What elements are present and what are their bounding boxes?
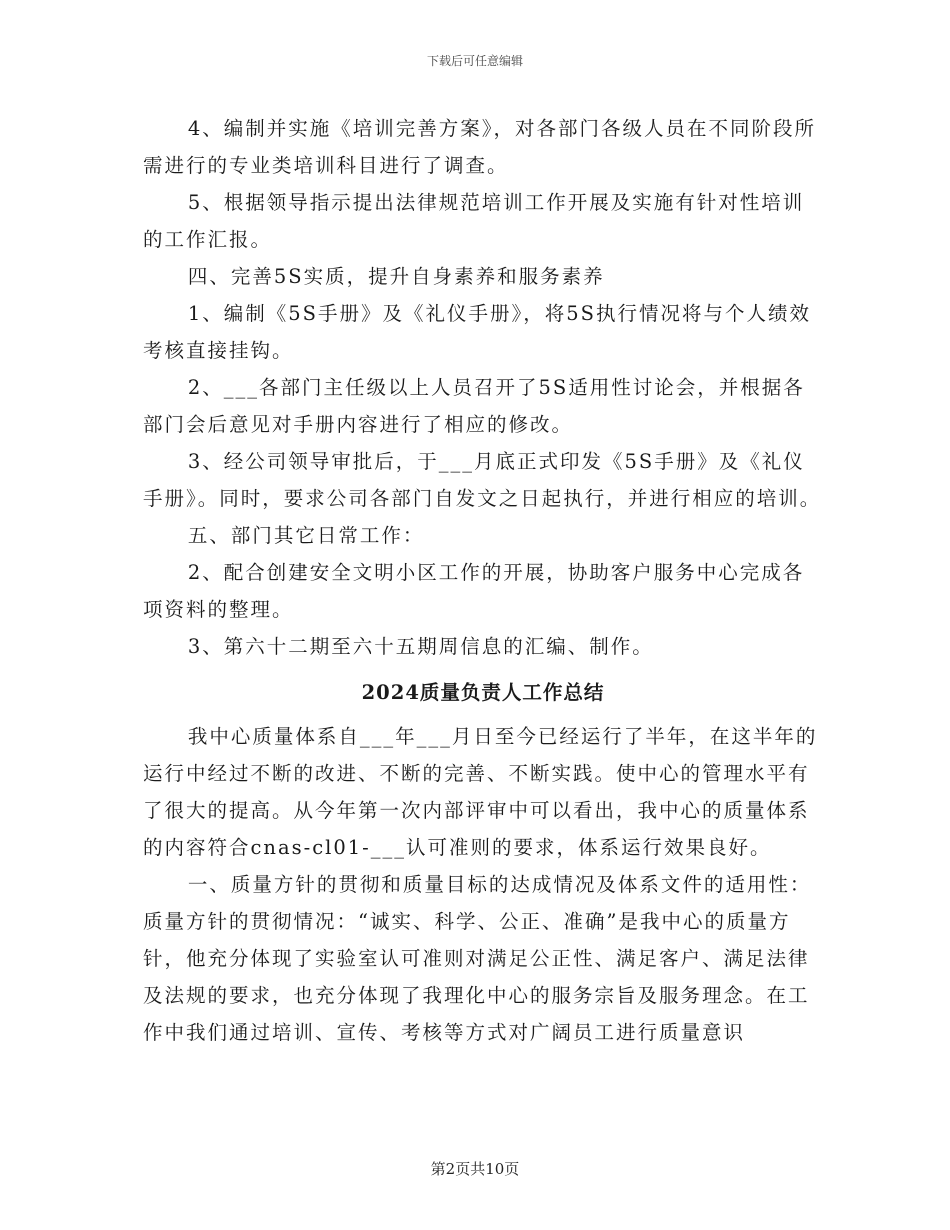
section-heading: 五、部门其它日常工作： <box>187 524 425 547</box>
paragraph: 3、第六十二期至六十五期周信息的汇编、制作。 <box>187 635 654 658</box>
paragraph: 5、根据领导指示提出法律规范培训工作开展及实施有针对性培训的工作汇报。 <box>143 191 805 251</box>
paragraph: 4、编制并实施《培训完善方案》，对各部门各级人员在不同阶段所需进行的专业类培训科目进行了调查。 <box>143 117 817 177</box>
paragraph: 一、质量方针的贯彻和质量目标的达成情况及体系文件的适用性：质量方针的贯彻情况：“诚实、科学、公正、准确”是我中心的质量方针，他充分体现了实验室认可准则对满足公正性、满足客户、满足法律及法规的要求，也充分体现了我理化中心的服务宗旨及服务理念。在工作中我们通过培训、宣传、考核等方式对广阔员工进行质量意识 <box>143 873 812 1044</box>
document-body <box>143 110 823 1051</box>
document-title: 2024质量负责人工作总结 <box>361 681 605 704</box>
paragraph: 2、配合创建安全文明小区工作的开展，协助客户服务中心完成各项资料的整理。 <box>143 561 805 621</box>
paragraph: 3、经公司领导审批后，于___月底正式印发《5S手册》及《礼仪手册》。同时，要求公司各部门自发文之日起执行，并进行相应的培训。 <box>143 450 822 510</box>
paragraph: 我中心质量体系自___年___月日至今已经运行了半年，在这半年的运行中经过不断的改进、不断的完善、不断实践。使中心的管理水平有了很大的提高。从今年第一次内部评审中可以看出，我中心的质量体系的内容符合cnas-cl01-___认可准则的要求，体系运行效果良好。 <box>143 725 818 859</box>
paragraph: 2、___各部门主任级以上人员召开了5S适用性讨论会，并根据各部门会后意见对手册内容进行了相应的修改。 <box>143 376 805 436</box>
section-heading: 四、完善5S实质，提升自身素养和服务素养 <box>187 265 605 288</box>
paragraph: 1、编制《5S手册》及《礼仪手册》，将5S执行情况将与个人绩效考核直接挂钩。 <box>143 302 812 362</box>
page-footer: 第2页共10页 <box>430 1160 520 1178</box>
page-header: 下载后可任意编辑 <box>426 54 523 68</box>
